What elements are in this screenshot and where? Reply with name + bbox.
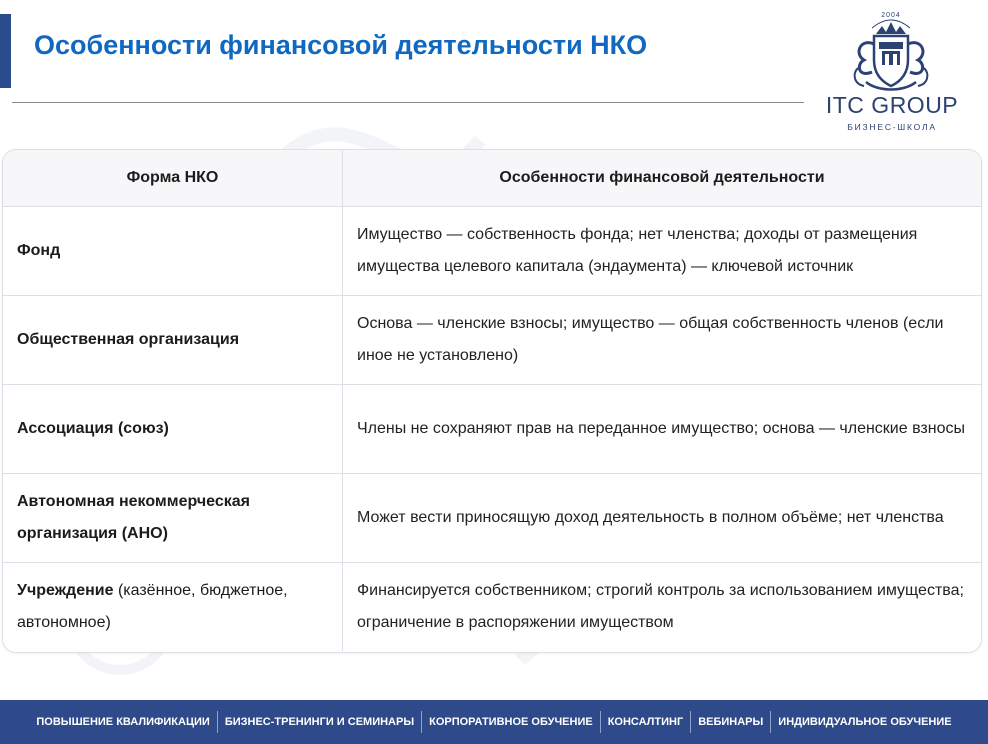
- header-form: Форма НКО: [3, 150, 343, 207]
- header-features: Особенности финансовой деятельности: [343, 150, 982, 207]
- nko-comparison-table: [3, 150, 981, 651]
- row-form-cell: [3, 385, 343, 474]
- row-form-cell: [3, 563, 343, 652]
- form-name: Фонд: [17, 242, 61, 259]
- footer-item-trainings[interactable]: БИЗНЕС-ТРЕНИНГИ И СЕМИНАРЫ: [217, 711, 421, 733]
- title-accent-bar: [0, 14, 11, 88]
- row-features-cell: Может вести приносящую доход деятельность в полном объёме; нет членства: [343, 474, 982, 563]
- logo-year: 2004: [881, 12, 901, 19]
- table-row: [3, 385, 981, 474]
- logo-name: ITC GROUP: [825, 92, 959, 118]
- footer-item-qualification[interactable]: ПОВЫШЕНИЕ КВАЛИФИКАЦИИ: [36, 716, 210, 728]
- form-note: (казённое, бюджетное, автономное): [17, 582, 288, 631]
- nko-table: [2, 149, 982, 653]
- table-row: [3, 296, 981, 385]
- row-features-cell: Имущество — собственность фонда; нет членства; доходы от размещения имущества целевого капитала (эндаумента) — ключевой источник: [343, 207, 982, 296]
- logo-subtitle: БИЗНЕС-ШКОЛА: [847, 122, 937, 132]
- row-features-cell: Члены не сохраняют прав на переданное имущество; основа — членские взносы: [343, 385, 982, 474]
- row-features-cell: Финансируется собственником; строгий контроль за использованием имущества; ограничение в распоряжении имуществом: [357, 582, 964, 631]
- row-form-cell: [3, 296, 343, 385]
- footer-item-consulting[interactable]: КОНСАЛТИНГ: [600, 711, 691, 733]
- crest-icon: [846, 8, 936, 94]
- form-name: Учреждение: [17, 582, 114, 599]
- row-form-cell: [3, 474, 343, 563]
- table-row: [3, 474, 981, 563]
- table-header-row: [3, 150, 981, 207]
- table-row: [3, 207, 981, 296]
- footer-nav: [0, 700, 988, 744]
- table-row: [3, 563, 981, 652]
- footer-item-webinars[interactable]: ВЕБИНАРЫ: [690, 711, 770, 733]
- page-title: Особенности финансовой деятельности НКО: [34, 30, 648, 60]
- form-name: Автономная некоммерческая организация (АНО): [17, 493, 250, 542]
- itc-group-logo: [818, 6, 966, 134]
- form-name: Ассоциация (союз): [17, 420, 169, 437]
- row-features-cell: Основа — членские взносы; имущество — общая собственность членов (если иное не установлено): [343, 296, 982, 385]
- row-form-cell: [3, 207, 343, 296]
- form-name: Общественная организация: [17, 331, 240, 348]
- footer-item-individual[interactable]: ИНДИВИДУАЛЬНОЕ ОБУЧЕНИЕ: [770, 711, 958, 733]
- title-divider: [12, 102, 804, 103]
- footer-item-corporate[interactable]: КОРПОРАТИВНОЕ ОБУЧЕНИЕ: [421, 711, 600, 733]
